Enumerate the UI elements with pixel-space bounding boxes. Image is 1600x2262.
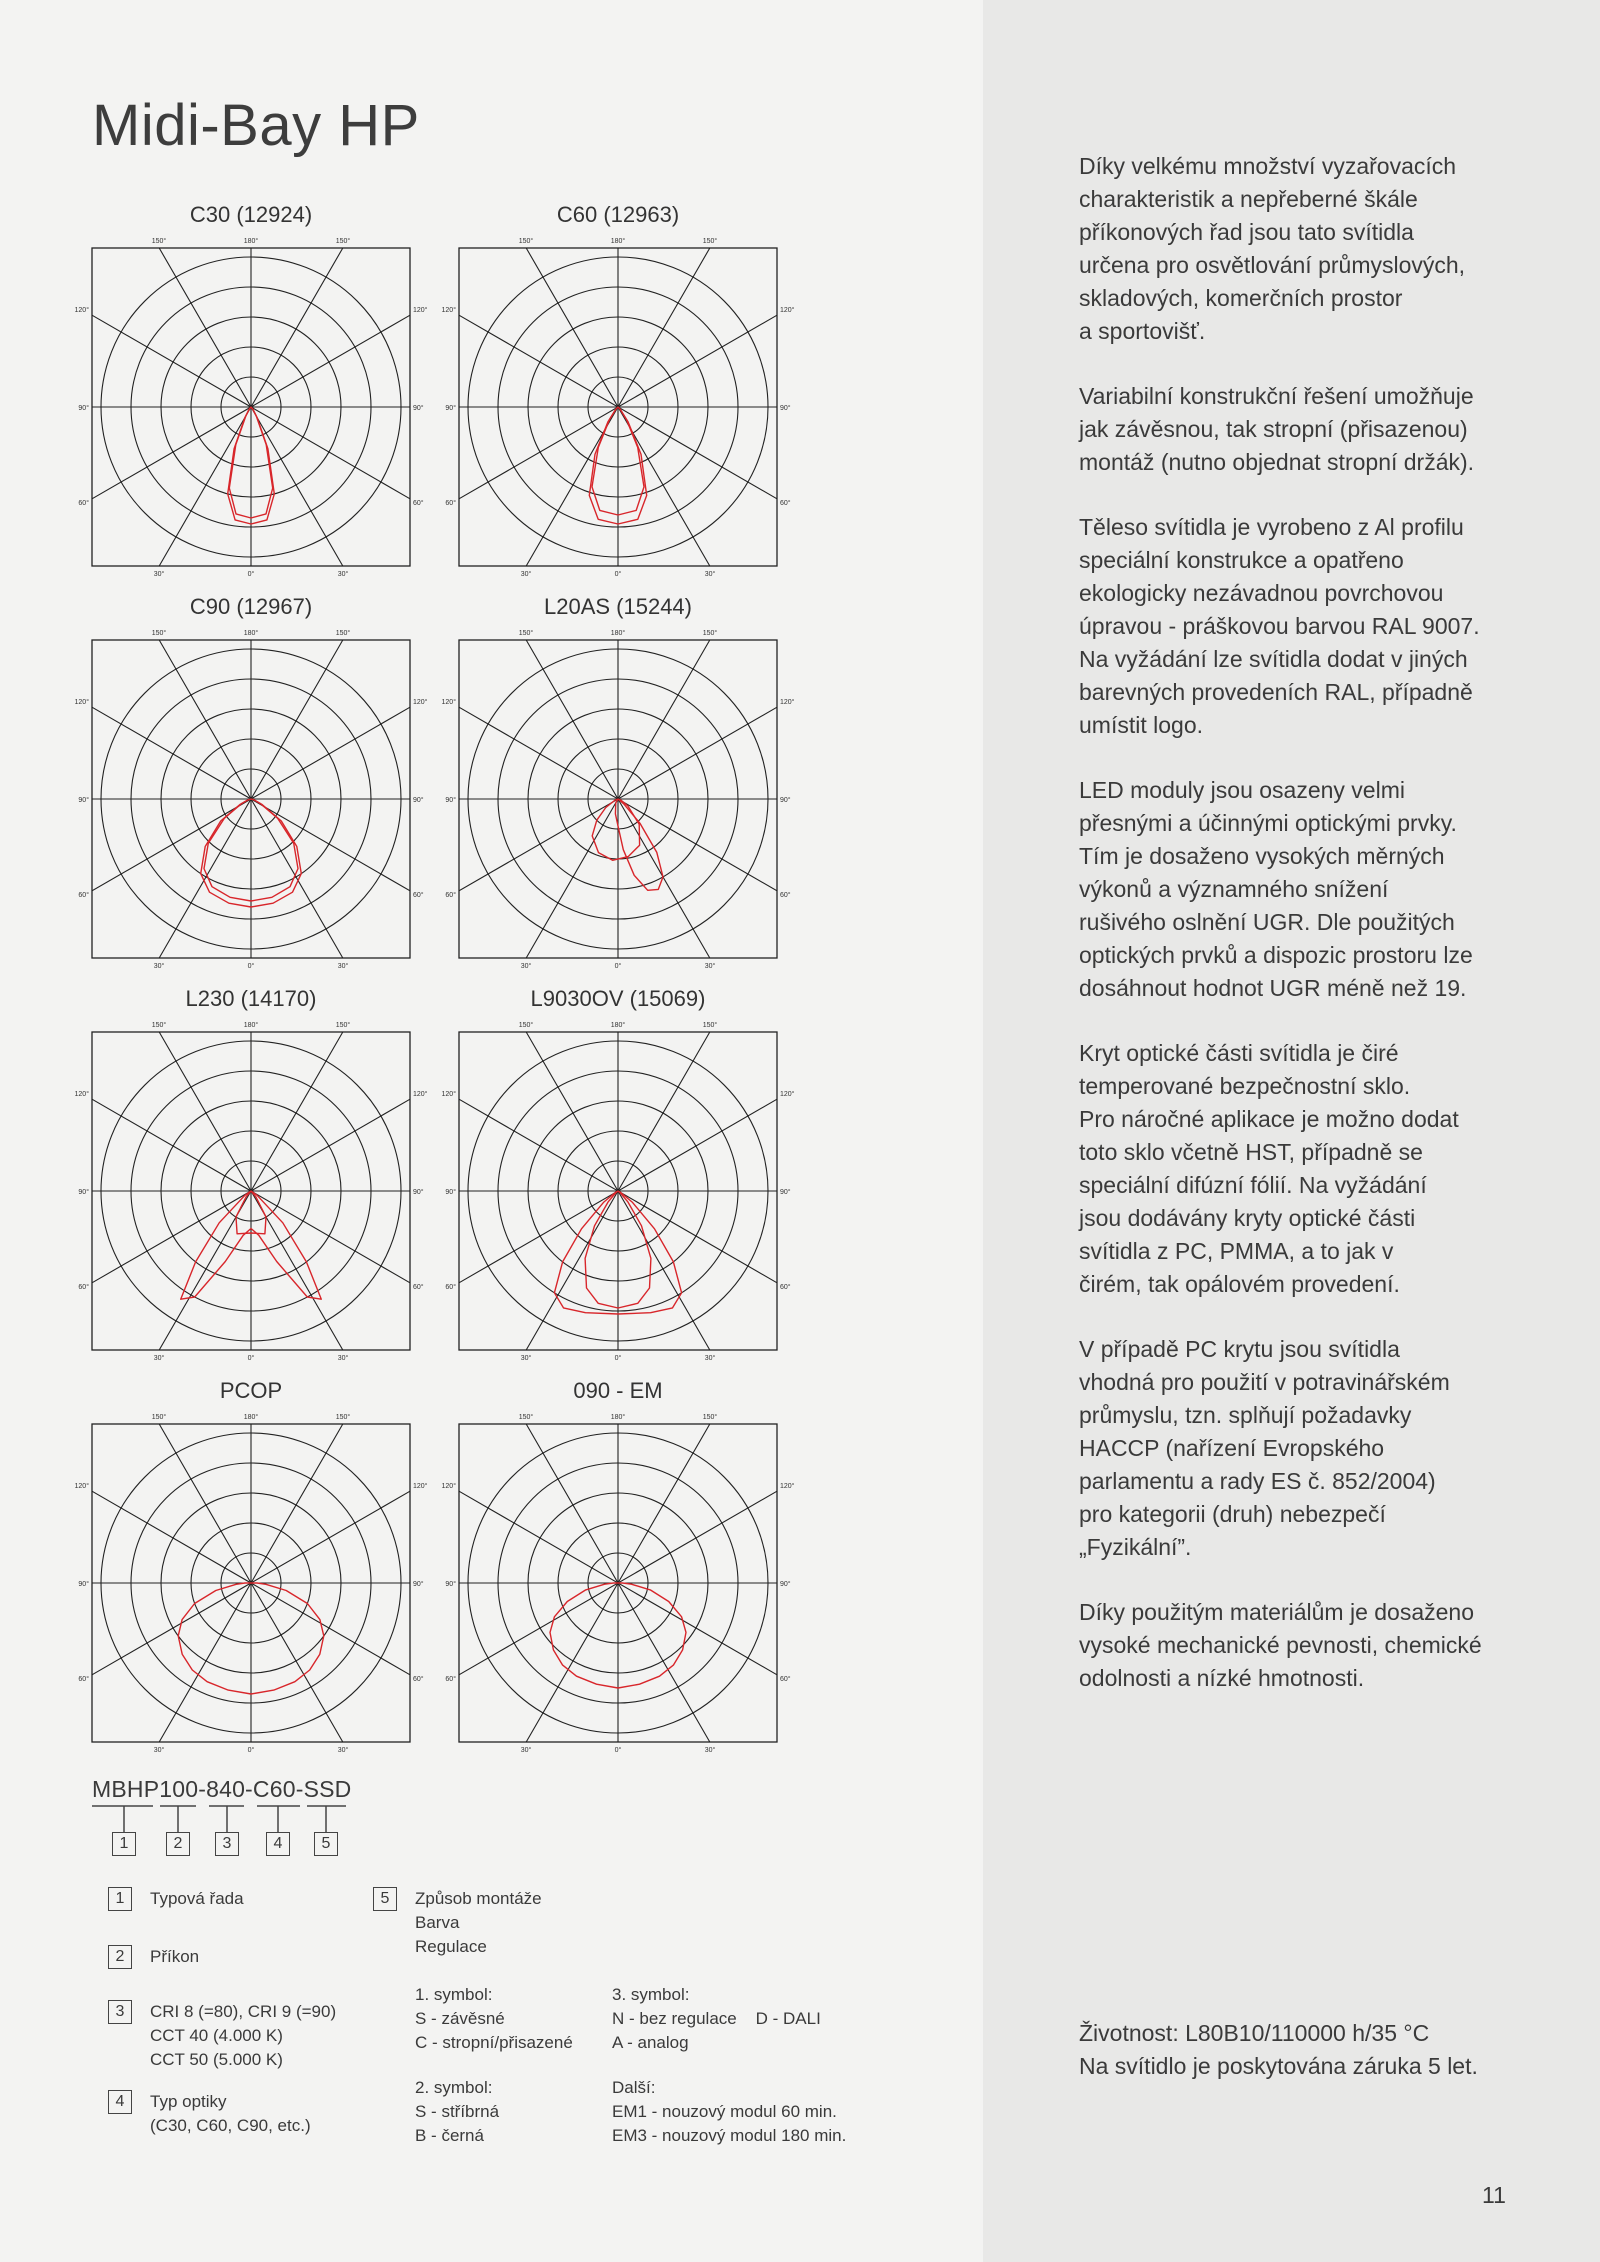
angle-label: 30°	[153, 1355, 165, 1362]
legend-text: Příkon	[150, 1947, 200, 1966]
angle-label: 150°	[518, 630, 534, 637]
angle-label: 120°	[413, 1483, 428, 1490]
polar-diagram	[441, 232, 795, 592]
code-box-2	[166, 1832, 192, 1858]
chart-title: 090 - EM	[573, 1378, 663, 1403]
angle-label: 90°	[78, 1581, 89, 1588]
angle-label: 90°	[780, 1581, 791, 1588]
angle-label: 60°	[780, 1284, 791, 1291]
product-code: MBHP100-840-C60-SSD	[92, 1776, 352, 1802]
code-box-5	[314, 1832, 340, 1858]
symbol-2-block: 2. symbol: S - stříbrná B - černá	[415, 2078, 500, 2145]
angle-label: 30°	[153, 1747, 165, 1754]
angle-label: 150°	[518, 238, 534, 245]
angle-label: 0°	[247, 1747, 255, 1754]
angle-label: 90°	[413, 797, 424, 804]
angle-label: 120°	[74, 1091, 89, 1098]
angle-label: 30°	[520, 1747, 532, 1754]
angle-label: 180°	[243, 238, 259, 245]
angle-label: 0°	[614, 1355, 622, 1362]
angle-label: 150°	[151, 630, 167, 637]
polar-diagram	[74, 624, 428, 984]
angle-label: 120°	[413, 1091, 428, 1098]
angle-label: 90°	[445, 1581, 456, 1588]
polar-diagram	[74, 232, 428, 592]
angle-label: 30°	[704, 1747, 716, 1754]
paragraph: LED moduly jsou osazeny velmi přesnými a účinnými optickými prvky. Tím je dosaženo vysokých měrných výkonů a významného snížení rušivého oslnění UGR. Dle použitých optických prvků a dispozic prostoru lze dosáhnout hodnot UGR méně než 19.	[1079, 777, 1473, 1001]
angle-label: 120°	[74, 1483, 89, 1490]
code-box-3	[215, 1832, 241, 1858]
chart-title: C90 (12967)	[189, 594, 313, 619]
angle-label: 30°	[520, 1355, 532, 1362]
angle-label: 150°	[702, 630, 718, 637]
angle-label: 120°	[74, 699, 89, 706]
angle-label: 90°	[780, 797, 791, 804]
page-number: 11	[1482, 2182, 1506, 2208]
angle-label: 0°	[614, 1747, 622, 1754]
angle-label: 30°	[153, 571, 165, 578]
chart-title: C60 (12963)	[556, 202, 680, 227]
angle-label: 60°	[445, 892, 456, 899]
angle-label: 90°	[445, 797, 456, 804]
angle-label: 30°	[337, 1747, 349, 1754]
chart-title: L20AS (15244)	[544, 594, 692, 619]
angle-label: 60°	[445, 1676, 456, 1683]
angle-label: 90°	[445, 1189, 456, 1196]
angle-label: 60°	[413, 1284, 424, 1291]
code-box-4	[266, 1832, 292, 1858]
paragraph: Kryt optické části svítidla je čiré temperované bezpečnostní sklo. Pro náročné aplikace je možno dodat toto sklo včetně HST, případně se speciální difúzní fólií. Na vyžádání jsou dodávány kryty optické části svítidla z PC, PMMA, a to jak v čirém, tak opálovém provedení.	[1079, 1040, 1459, 1297]
angle-label: 120°	[413, 699, 428, 706]
angle-label: 180°	[610, 1414, 626, 1421]
angle-label: 90°	[78, 405, 89, 412]
description-text	[1079, 150, 1599, 1727]
angle-label: 60°	[78, 1284, 89, 1291]
code-box-1	[112, 1832, 138, 1858]
angle-label: 150°	[335, 1022, 351, 1029]
warranty-text: Na svítidlo je poskytována záruka 5 let.	[1079, 2053, 1478, 2079]
angle-label: 30°	[337, 963, 349, 970]
angle-label: 120°	[441, 1091, 456, 1098]
angle-label: 120°	[780, 1091, 795, 1098]
angle-label: 150°	[335, 630, 351, 637]
angle-label: 180°	[243, 1414, 259, 1421]
code-number: 2	[166, 1832, 190, 1856]
code-number: 3	[215, 1832, 239, 1856]
symbol-3-block: 3. symbol: N - bez regulace D - DALI A - analog	[612, 1985, 821, 2052]
polar-diagram	[74, 1408, 428, 1768]
angle-label: 90°	[413, 1189, 424, 1196]
angle-label: 150°	[151, 1022, 167, 1029]
angle-label: 30°	[520, 963, 532, 970]
angle-label: 120°	[780, 1483, 795, 1490]
angle-label: 30°	[704, 1355, 716, 1362]
angle-label: 120°	[413, 307, 428, 314]
angle-label: 60°	[780, 892, 791, 899]
page-title: Midi-Bay HP	[92, 93, 420, 158]
legend-text: Typ optiky (C30, C60, C90, etc.)	[150, 2092, 311, 2135]
angle-label: 150°	[335, 1414, 351, 1421]
angle-label: 60°	[780, 1676, 791, 1683]
legend-text: Způsob montáže Barva Regulace	[415, 1889, 542, 1956]
angle-label: 60°	[78, 892, 89, 899]
lifetime-text: Životnost: L80B10/110000 h/35 °C	[1079, 2020, 1430, 2046]
angle-label: 90°	[78, 1189, 89, 1196]
angle-label: 30°	[704, 571, 716, 578]
polar-diagram	[441, 624, 795, 984]
other-options-block: Další: EM1 - nouzový modul 60 min. EM3 - nouzový modul 180 min.	[612, 2078, 847, 2145]
legend-text: CRI 8 (=80), CRI 9 (=90) CCT 40 (4.000 K) CCT 50 (5.000 K)	[150, 2002, 337, 2069]
code-number: 1	[112, 1832, 136, 1856]
angle-label: 60°	[78, 500, 89, 507]
angle-label: 90°	[413, 405, 424, 412]
angle-label: 90°	[445, 405, 456, 412]
legend-text: Typová řada	[150, 1889, 244, 1908]
angle-label: 120°	[74, 307, 89, 314]
angle-label: 120°	[441, 307, 456, 314]
polar-diagram	[441, 1016, 795, 1376]
paragraph: Díky použitým materiálům je dosaženo vysoké mechanické pevnosti, chemické odolnosti a nízké hmotnosti.	[1079, 1599, 1482, 1691]
angle-label: 180°	[243, 1022, 259, 1029]
chart-title: C30 (12924)	[189, 202, 313, 227]
angle-label: 90°	[78, 797, 89, 804]
angle-label: 150°	[702, 1414, 718, 1421]
angle-label: 180°	[610, 630, 626, 637]
angle-label: 180°	[610, 1022, 626, 1029]
legend-number: 5	[373, 1887, 397, 1911]
code-number: 4	[266, 1832, 290, 1856]
polar-diagram	[441, 1408, 795, 1768]
polar-diagram	[74, 1016, 428, 1376]
angle-label: 180°	[610, 238, 626, 245]
angle-label: 150°	[702, 1022, 718, 1029]
angle-label: 30°	[337, 571, 349, 578]
angle-label: 0°	[247, 963, 255, 970]
angle-label: 60°	[78, 1676, 89, 1683]
code-number: 5	[314, 1832, 338, 1856]
angle-label: 120°	[780, 307, 795, 314]
angle-label: 60°	[413, 1676, 424, 1683]
angle-label: 60°	[413, 500, 424, 507]
angle-label: 150°	[151, 1414, 167, 1421]
legend-number: 2	[108, 1945, 132, 1969]
angle-label: 120°	[441, 699, 456, 706]
angle-label: 120°	[441, 1483, 456, 1490]
angle-label: 60°	[445, 1284, 456, 1291]
angle-label: 30°	[704, 963, 716, 970]
chart-title: L9030OV (15069)	[530, 986, 706, 1011]
legend-number: 3	[108, 2000, 132, 2024]
paragraph: Díky velkému množství vyzařovacích charakteristik a nepřeberné škále příkonových řad jsou tato svítidla určena pro osvětlování průmyslových, skladových, komerčních prostor a sportovišť.	[1079, 153, 1466, 344]
angle-label: 30°	[520, 571, 532, 578]
chart-title: L230 (14170)	[185, 986, 317, 1011]
symbol-1-block: 1. symbol: S - závěsné C - stropní/přisazené	[415, 1985, 573, 2052]
lifetime-block	[1079, 2017, 1478, 2083]
paragraph: Těleso svítidla je vyrobeno z Al profilu speciální konstrukce a opatřeno ekologicky nezávadnou povrchovou úpravou - práškovou barvou RAL 9007. Na vyžádání lze svítidla dodat v jiných barevných provedeních RAL, případně umístit logo.	[1079, 514, 1480, 738]
angle-label: 180°	[243, 630, 259, 637]
angle-label: 150°	[518, 1022, 534, 1029]
angle-label: 60°	[780, 500, 791, 507]
angle-label: 120°	[780, 699, 795, 706]
legend-number: 1	[108, 1887, 132, 1911]
angle-label: 90°	[413, 1581, 424, 1588]
paragraph: Variabilní konstrukční řešení umožňuje jak závěsnou, tak stropní (přisazenou) montáž (nutno objednat stropní držák).	[1079, 383, 1475, 475]
angle-label: 0°	[247, 571, 255, 578]
angle-label: 150°	[702, 238, 718, 245]
angle-label: 0°	[614, 571, 622, 578]
angle-label: 150°	[518, 1414, 534, 1421]
angle-label: 30°	[337, 1355, 349, 1362]
angle-label: 150°	[335, 238, 351, 245]
angle-label: 90°	[780, 405, 791, 412]
paragraph: V případě PC krytu jsou svítidla vhodná pro použití v potravinářském průmyslu, tzn. splňují požadavky HACCP (nařízení Evropského parlamentu a rady ES č. 852/2004) pro kategorii (druh) nebezpečí „Fyzikální”.	[1079, 1336, 1450, 1560]
chart-title: PCOP	[219, 1378, 283, 1403]
legend-number: 4	[108, 2090, 132, 2114]
angle-label: 150°	[151, 238, 167, 245]
angle-label: 60°	[445, 500, 456, 507]
angle-label: 0°	[247, 1355, 255, 1362]
angle-label: 0°	[614, 963, 622, 970]
angle-label: 60°	[413, 892, 424, 899]
angle-label: 90°	[780, 1189, 791, 1196]
angle-label: 30°	[153, 963, 165, 970]
